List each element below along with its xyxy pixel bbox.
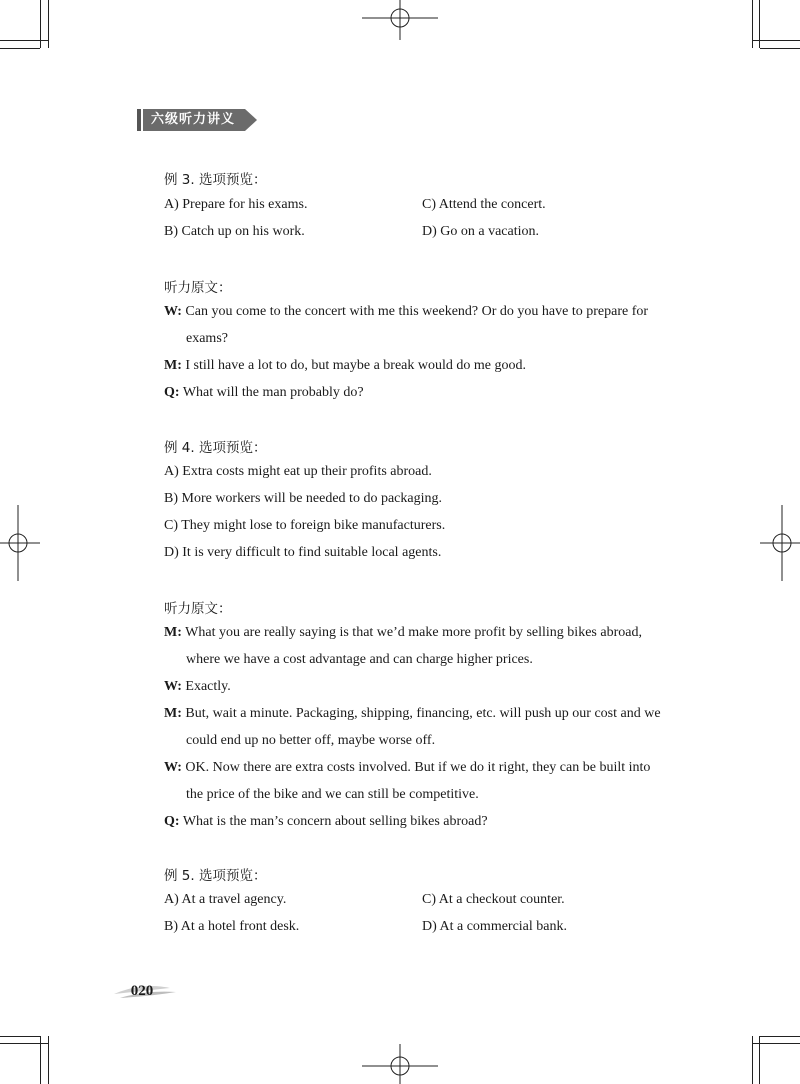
dialogue-line [164, 379, 668, 406]
crop-mark [0, 1036, 40, 1037]
dialogue-line [164, 754, 668, 808]
option-d: D) It is very difficult to find suitable local agents. [164, 545, 442, 560]
option-c: C) They might lose to foreign bike manufacturers. [164, 518, 446, 533]
example-5-heading: 例 5. 选项预览： [164, 868, 267, 884]
option-c: C) At a checkout counter. [422, 892, 565, 907]
header-bar-accent [137, 109, 141, 131]
crop-mark [752, 1036, 753, 1084]
dialogue-text: OK. Now there are extra costs involved. But if we do it right, they can be built into [185, 760, 651, 775]
crop-mark [48, 0, 49, 48]
dialogue-continuation: the price of the bike and we can still be competitive. [186, 787, 479, 802]
dialogue-line [164, 700, 668, 754]
option-a: A) Extra costs might eat up their profits abroad. [164, 464, 432, 479]
speaker-label: M: [164, 358, 182, 373]
dialogue-continuation: could end up no better off, maybe worse off. [186, 733, 436, 748]
dialogue-text: What will the man probably do? [182, 385, 364, 400]
transcript-heading: 听力原文： [164, 601, 232, 617]
registration-mark-bottom [362, 1044, 438, 1084]
option-row [164, 197, 546, 213]
option-b: B) At a hotel front desk. [164, 919, 300, 934]
option-b: B) More workers will be needed to do packaging. [164, 491, 442, 506]
option-row [164, 224, 540, 240]
speaker-label: W: [164, 304, 182, 319]
registration-mark-right [760, 505, 800, 581]
option-d: D) At a commercial bank. [422, 919, 568, 934]
dialogue-line [164, 619, 668, 673]
crop-mark [752, 1043, 800, 1044]
crop-mark [0, 48, 40, 49]
dialogue-text: But, wait a minute. Packaging, shipping, financing, etc. will push up our cost and we [185, 706, 661, 721]
speaker-label: M: [164, 706, 182, 721]
speaker-label: Q: [164, 385, 180, 400]
option-row [164, 919, 568, 935]
option-a: A) At a travel agency. [164, 892, 287, 907]
crop-mark [0, 1043, 48, 1044]
dialogue-continuation: exams? [186, 331, 228, 346]
option-row [164, 892, 565, 908]
speaker-label: M: [164, 625, 182, 640]
dialogue-text: Can you come to the concert with me this weekend? Or do you have to prepare for [185, 304, 649, 319]
crop-mark [0, 40, 48, 41]
crop-mark [752, 40, 800, 41]
crop-mark [752, 0, 753, 48]
dialogue-text: Exactly. [185, 679, 231, 694]
dialogue-line [164, 298, 668, 352]
crop-mark [760, 1036, 800, 1037]
example-3-heading: 例 3. 选项预览： [164, 172, 267, 188]
registration-mark-left [0, 505, 40, 581]
page-number-badge [112, 978, 182, 1004]
speaker-label: Q: [164, 814, 180, 829]
speaker-label: W: [164, 679, 182, 694]
section-label: 六级听力讲义 [143, 109, 245, 131]
dialogue-continuation: where we have a cost advantage and can charge higher prices. [186, 652, 533, 667]
crop-mark [48, 1036, 49, 1084]
registration-mark-top [362, 0, 438, 40]
dialogue-text: I still have a lot to do, but maybe a break would do me good. [185, 358, 526, 373]
crop-mark [760, 48, 800, 49]
dialogue-line [164, 808, 668, 835]
option-c: C) Attend the concert. [422, 197, 546, 212]
option-b: B) Catch up on his work. [164, 224, 305, 239]
transcript-heading: 听力原文： [164, 280, 232, 296]
dialogue-line [164, 352, 668, 379]
dialogue-line [164, 673, 668, 700]
header-arrow-tip [245, 109, 257, 131]
speaker-label: W: [164, 760, 182, 775]
dialogue-text: What is the man’s concern about selling bikes abroad? [182, 814, 488, 829]
dialogue-text: What you are really saying is that we’d make more profit by selling bikes abroad, [185, 625, 642, 640]
example-4-heading: 例 4. 选项预览： [164, 440, 267, 456]
option-a: A) Prepare for his exams. [164, 197, 308, 212]
page-number: 020 [130, 983, 154, 999]
section-header-tag [137, 108, 257, 132]
option-d: D) Go on a vacation. [422, 224, 540, 239]
